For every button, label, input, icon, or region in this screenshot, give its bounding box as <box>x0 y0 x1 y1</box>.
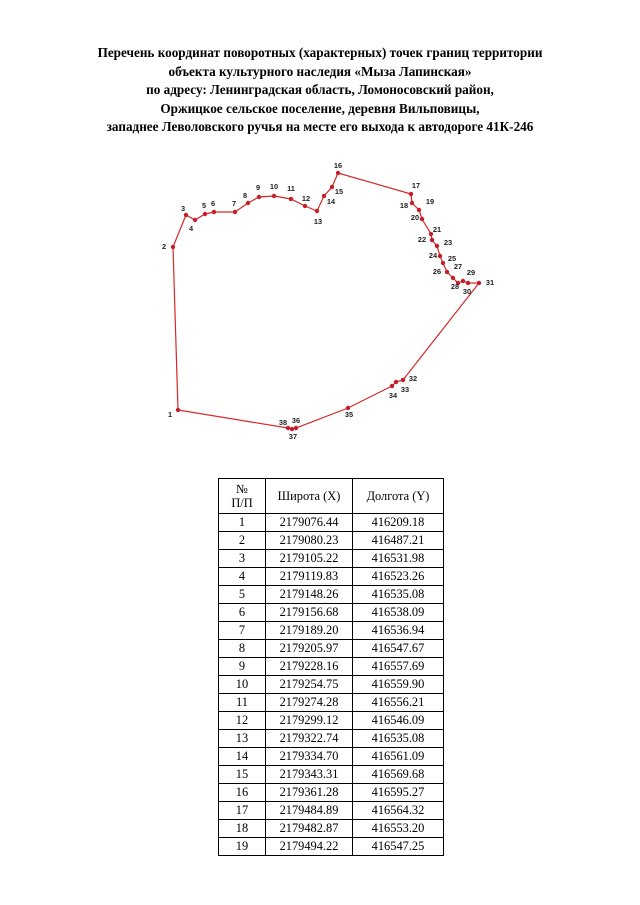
boundary-point-label: 25 <box>447 253 457 263</box>
latitude-cell: 2179105.22 <box>266 550 353 568</box>
point-number-cell: 11 <box>219 694 266 712</box>
coordinates-table <box>218 478 444 856</box>
point-number-cell: 9 <box>219 658 266 676</box>
boundary-point-marker <box>390 384 394 388</box>
table-row <box>219 514 444 532</box>
boundary-point-label: 20 <box>410 212 420 222</box>
table-row <box>219 586 444 604</box>
boundary-point-label: 9 <box>255 182 261 192</box>
longitude-cell: 416487.21 <box>353 532 444 550</box>
boundary-point-label: 26 <box>432 266 442 276</box>
longitude-cell: 416547.67 <box>353 640 444 658</box>
table-row <box>219 568 444 586</box>
longitude-cell: 416538.09 <box>353 604 444 622</box>
table-row <box>219 802 444 820</box>
boundary-point-marker <box>477 281 481 285</box>
header-number-line-2: П/П <box>231 496 253 510</box>
boundary-point-marker <box>336 171 340 175</box>
boundary-point-label: 31 <box>485 277 495 287</box>
title-line-3: по адресу: Ленинградская область, Ломоносовский район, <box>146 82 494 97</box>
table-row <box>219 532 444 550</box>
boundary-point-marker <box>193 218 197 222</box>
boundary-point-marker <box>410 201 414 205</box>
longitude-cell: 416535.08 <box>353 586 444 604</box>
boundary-point-label: 15 <box>334 186 344 196</box>
point-number-cell: 14 <box>219 748 266 766</box>
latitude-cell: 2179482.87 <box>266 820 353 838</box>
boundary-point-label: 2 <box>161 241 167 251</box>
latitude-cell: 2179189.20 <box>266 622 353 640</box>
boundary-point-marker <box>233 210 237 214</box>
boundary-point-label: 33 <box>400 384 410 394</box>
longitude-cell: 416209.18 <box>353 514 444 532</box>
table-row <box>219 766 444 784</box>
latitude-cell: 2179080.23 <box>266 532 353 550</box>
point-number-cell: 13 <box>219 730 266 748</box>
boundary-point-marker <box>322 194 326 198</box>
header-number <box>219 479 266 514</box>
latitude-cell: 2179361.28 <box>266 784 353 802</box>
title-line-1: Перечень координат поворотных (характерных) точек границ территории <box>97 45 543 60</box>
point-number-cell: 10 <box>219 676 266 694</box>
boundary-point-marker <box>417 208 421 212</box>
boundary-point-label: 35 <box>344 409 354 419</box>
boundary-point-label: 32 <box>408 373 418 383</box>
boundary-point-label: 29 <box>466 267 476 277</box>
boundary-point-marker <box>184 213 188 217</box>
boundary-point-label: 27 <box>453 261 463 271</box>
boundary-point-marker <box>451 276 455 280</box>
latitude-cell: 2179119.83 <box>266 568 353 586</box>
latitude-cell: 2179228.16 <box>266 658 353 676</box>
latitude-cell: 2179205.97 <box>266 640 353 658</box>
point-number-cell: 8 <box>219 640 266 658</box>
latitude-cell: 2179156.68 <box>266 604 353 622</box>
boundary-point-label: 23 <box>443 237 453 247</box>
longitude-cell: 416561.09 <box>353 748 444 766</box>
longitude-cell: 416559.90 <box>353 676 444 694</box>
boundary-point-marker <box>394 380 398 384</box>
table-row <box>219 658 444 676</box>
boundary-point-label: 3 <box>180 203 186 213</box>
point-number-cell: 3 <box>219 550 266 568</box>
boundary-point-label: 8 <box>242 190 248 200</box>
table-header-row <box>219 479 444 514</box>
boundary-point-label: 16 <box>333 160 343 170</box>
boundary-point-marker <box>466 281 470 285</box>
latitude-cell: 2179076.44 <box>266 514 353 532</box>
boundary-points <box>162 161 494 441</box>
boundary-point-marker <box>315 209 319 213</box>
table-row <box>219 676 444 694</box>
table-row <box>219 820 444 838</box>
boundary-point-marker <box>294 426 298 430</box>
latitude-cell: 2179494.22 <box>266 838 353 856</box>
boundary-point-label: 36 <box>291 415 301 425</box>
boundary-point-marker <box>203 212 207 216</box>
latitude-cell: 2179484.89 <box>266 802 353 820</box>
boundary-point-marker <box>445 270 449 274</box>
boundary-point-label: 10 <box>269 181 279 191</box>
table-row <box>219 550 444 568</box>
boundary-point-label: 34 <box>388 390 398 400</box>
boundary-point-marker <box>212 210 216 214</box>
longitude-cell: 416595.27 <box>353 784 444 802</box>
point-number-cell: 1 <box>219 514 266 532</box>
point-number-cell: 6 <box>219 604 266 622</box>
boundary-point-label: 4 <box>188 223 194 233</box>
table-body <box>219 514 444 856</box>
boundary-point-marker <box>272 194 276 198</box>
longitude-cell: 416546.09 <box>353 712 444 730</box>
point-number-cell: 15 <box>219 766 266 784</box>
boundary-point-label: 28 <box>450 281 460 291</box>
point-number-cell: 16 <box>219 784 266 802</box>
boundary-point-label: 24 <box>428 250 438 260</box>
boundary-point-marker <box>420 217 424 221</box>
table-row <box>219 622 444 640</box>
boundary-point-marker <box>430 238 434 242</box>
boundary-point-marker <box>171 245 175 249</box>
latitude-cell: 2179334.70 <box>266 748 353 766</box>
table-row <box>219 640 444 658</box>
header-longitude: Долгота (Y) <box>353 479 444 514</box>
point-number-cell: 4 <box>219 568 266 586</box>
title-line-4: Оржицкое сельское поселение, деревня Вильповицы, <box>160 100 480 116</box>
longitude-cell: 416547.25 <box>353 838 444 856</box>
table-row <box>219 838 444 856</box>
boundary-point-label: 5 <box>201 200 207 210</box>
boundary-point-label: 21 <box>432 224 442 234</box>
header-latitude: Широта (X) <box>266 479 353 514</box>
boundary-point-marker <box>461 279 465 283</box>
boundary-point-label: 14 <box>326 196 336 206</box>
boundary-point-marker <box>330 185 334 189</box>
boundary-point-label: 22 <box>417 234 427 244</box>
boundary-point-label: 12 <box>301 193 311 203</box>
longitude-cell: 416523.26 <box>353 568 444 586</box>
latitude-cell: 2179148.26 <box>266 586 353 604</box>
point-number-cell: 7 <box>219 622 266 640</box>
point-number-cell: 17 <box>219 802 266 820</box>
point-number-cell: 18 <box>219 820 266 838</box>
point-number-cell: 2 <box>219 532 266 550</box>
point-number-cell: 12 <box>219 712 266 730</box>
table-row <box>219 694 444 712</box>
boundary-point-label: 13 <box>313 216 323 226</box>
table-row <box>219 712 444 730</box>
longitude-cell: 416531.98 <box>353 550 444 568</box>
boundary-point-label: 38 <box>278 417 288 427</box>
longitude-cell: 416569.68 <box>353 766 444 784</box>
boundary-point-label: 6 <box>210 198 216 208</box>
longitude-cell: 416556.21 <box>353 694 444 712</box>
table-row <box>219 604 444 622</box>
longitude-cell: 416557.69 <box>353 658 444 676</box>
boundary-point-marker <box>441 261 445 265</box>
boundary-point-label: 19 <box>425 196 435 206</box>
boundary-polygon <box>173 173 479 429</box>
boundary-point-marker <box>176 408 180 412</box>
longitude-cell: 416564.32 <box>353 802 444 820</box>
boundary-point-marker <box>435 244 439 248</box>
point-number-cell: 19 <box>219 838 266 856</box>
boundary-point-label: 37 <box>288 431 298 441</box>
boundary-point-label: 11 <box>287 183 295 193</box>
longitude-cell: 416536.94 <box>353 622 444 640</box>
title-line-5: западнее Леволовского ручья на месте его выхода к автодороге 41К-246 <box>106 119 534 134</box>
boundary-point-label: 30 <box>462 286 472 296</box>
boundary-point-label: 7 <box>231 198 237 208</box>
latitude-cell: 2179274.28 <box>266 694 353 712</box>
point-number-cell: 5 <box>219 586 266 604</box>
table-row <box>219 730 444 748</box>
header-number-line-1: № <box>236 482 248 496</box>
latitude-cell: 2179343.31 <box>266 766 353 784</box>
title-line-2: объекта культурного наследия «Мыза Лапинская» <box>168 63 472 79</box>
boundary-point-label: 1 <box>167 409 173 419</box>
boundary-point-marker <box>409 192 413 196</box>
latitude-cell: 2179254.75 <box>266 676 353 694</box>
table-row <box>219 784 444 802</box>
longitude-cell: 416553.20 <box>353 820 444 838</box>
boundary-point-marker <box>257 195 261 199</box>
longitude-cell: 416535.08 <box>353 730 444 748</box>
boundary-point-label: 18 <box>399 200 409 210</box>
boundary-point-marker <box>290 427 294 431</box>
boundary-point-marker <box>438 254 442 258</box>
boundary-point-label: 17 <box>411 180 421 190</box>
boundary-point-marker <box>401 378 405 382</box>
boundary-point-marker <box>289 197 293 201</box>
latitude-cell: 2179299.12 <box>266 712 353 730</box>
table-row <box>219 748 444 766</box>
boundary-point-marker <box>246 201 250 205</box>
boundary-point-marker <box>303 204 307 208</box>
latitude-cell: 2179322.74 <box>266 730 353 748</box>
